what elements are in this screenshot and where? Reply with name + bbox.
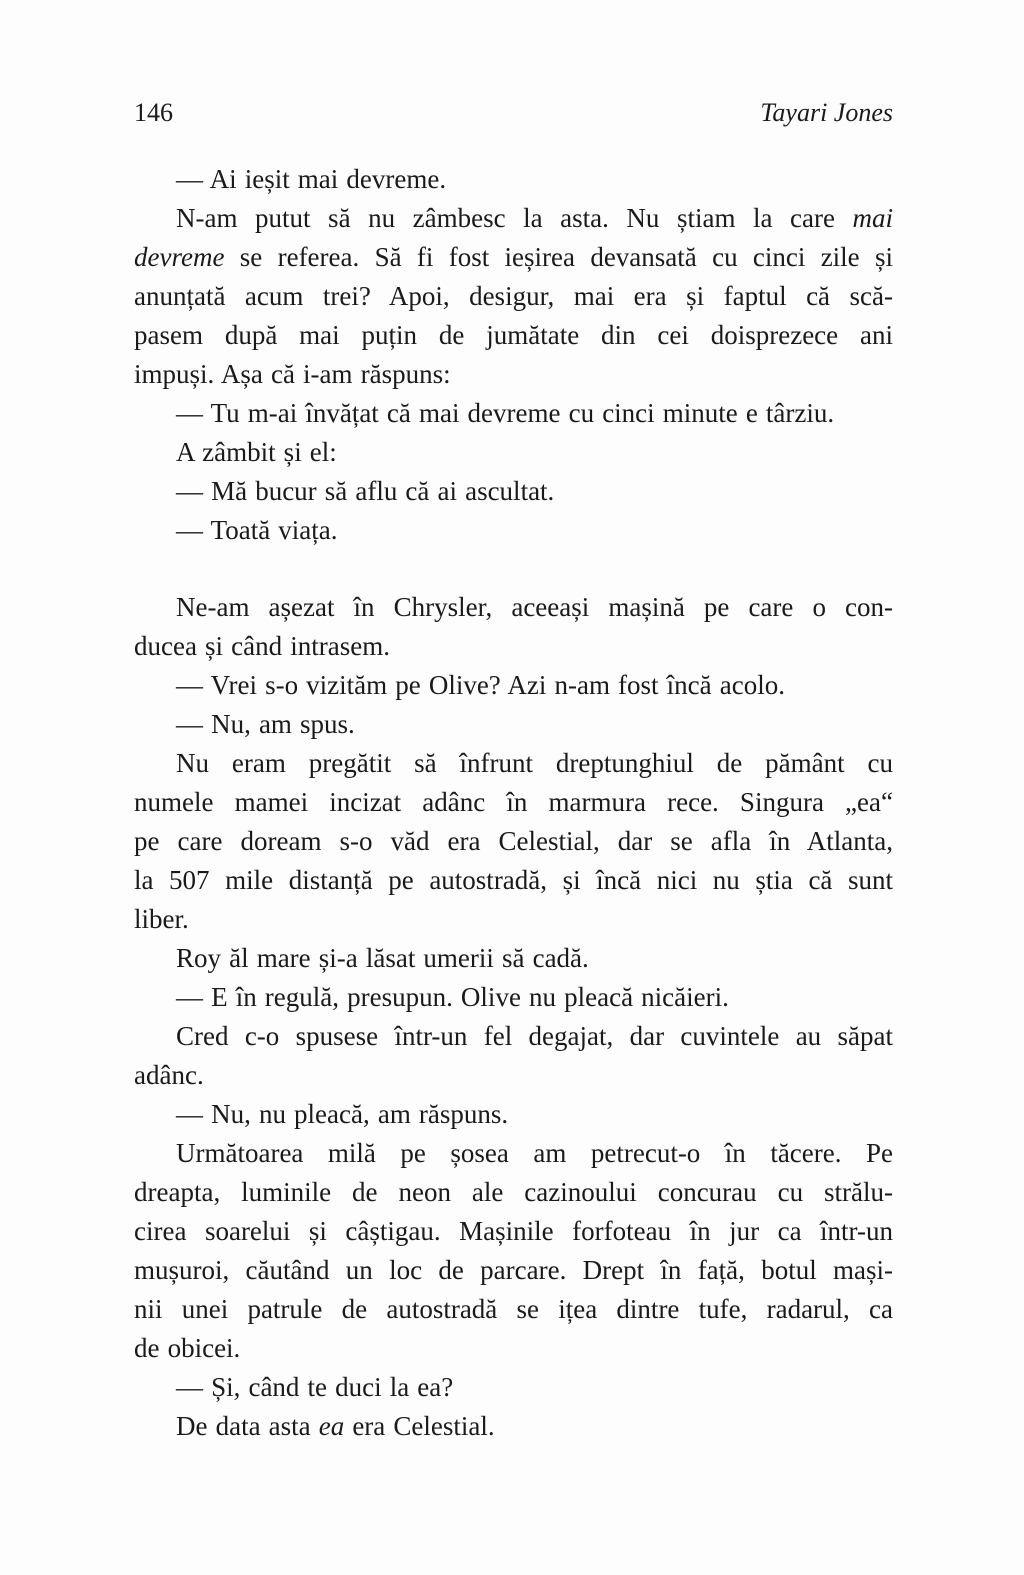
text-line — [134, 511, 893, 550]
text-segment: — Tu m-ai învățat că mai devreme cu cinci minute e târziu. — [176, 398, 835, 428]
text-line — [134, 1290, 893, 1329]
text-line — [134, 238, 893, 277]
text-segment: pe care doream s-o văd era Celestial, dar se afla în Atlanta, — [134, 826, 893, 856]
text-line — [134, 744, 893, 783]
text-line — [134, 588, 893, 627]
text-segment: — Ai ieșit mai devreme. — [176, 164, 447, 194]
text-line — [134, 978, 893, 1017]
text-segment: A zâmbit și el: — [176, 437, 337, 467]
text-line — [134, 666, 893, 705]
text-segment: Următoarea milă pe șosea am petrecut-o în tăcere. Pe — [176, 1138, 893, 1168]
text-segment: — E în regulă, presupun. Olive nu pleacă nicăieri. — [176, 982, 729, 1012]
running-head: Tayari Jones — [760, 98, 893, 127]
page-number: 146 — [134, 98, 173, 127]
text-line — [134, 861, 893, 900]
text-segment: Roy ăl mare și-a lăsat umerii să cadă. — [176, 943, 589, 973]
text-segment: numele mamei incizat adânc în marmura rece. Singura „ea“ — [134, 787, 893, 817]
text-segment: — Vrei s-o vizităm pe Olive? Azi n-am fost încă acolo. — [176, 670, 785, 700]
text-segment: liber. — [134, 904, 189, 934]
text-segment: — Nu, nu pleacă, am răspuns. — [176, 1099, 509, 1129]
text-segment: — Nu, am spus. — [176, 709, 355, 739]
text-segment: ducea și când intrasem. — [134, 631, 390, 661]
text-line — [134, 705, 893, 744]
body-text — [134, 160, 893, 1446]
text-segment: Nu eram pregătit să înfrunt dreptunghiul de pământ cu — [176, 748, 893, 778]
text-line — [134, 900, 893, 939]
emphasis-text: devreme — [134, 242, 225, 272]
text-segment: N-am putut să nu zâmbesc la asta. Nu știam la care — [176, 203, 853, 233]
text-line — [134, 472, 893, 511]
text-line — [134, 1212, 893, 1251]
text-segment: anunțată acum trei? Apoi, desigur, mai era și faptul că scă- — [134, 281, 893, 311]
text-line — [134, 822, 893, 861]
text-segment: — Mă bucur să aflu că ai ascultat. — [176, 476, 555, 506]
text-line — [134, 316, 893, 355]
text-segment: Ne-am așezat în Chrysler, aceeași mașină pe care o con- — [176, 592, 893, 622]
text-line — [134, 160, 893, 199]
page-header — [134, 98, 893, 128]
text-segment: pasem după mai puțin de jumătate din cei doisprezece ani — [134, 320, 893, 350]
text-segment: era Celestial. — [344, 1411, 495, 1441]
text-line — [134, 1251, 893, 1290]
text-line — [134, 1407, 893, 1446]
text-line — [134, 199, 893, 238]
text-segment: cirea soarelui și câștigau. Mașinile forfoteau în jur ca într-un — [134, 1216, 893, 1246]
text-line — [134, 939, 893, 978]
emphasis-text: ea — [318, 1411, 345, 1441]
text-segment: nii unei patrule de autostradă se ițea dintre tufe, radarul, ca — [134, 1294, 893, 1324]
text-line — [134, 1095, 893, 1134]
text-line — [134, 433, 893, 472]
text-line — [134, 1056, 893, 1095]
text-segment: — Și, când te duci la ea? — [176, 1372, 454, 1402]
text-segment: mușuroi, căutând un loc de parcare. Drept în față, botul mași- — [134, 1255, 893, 1285]
text-segment: impuși. Așa că i-am răspuns: — [134, 359, 451, 389]
emphasis-text: mai — [852, 203, 893, 233]
text-line — [134, 1329, 893, 1368]
text-line — [134, 783, 893, 822]
text-line — [134, 1017, 893, 1056]
text-segment: dreapta, luminile de neon ale cazinoului concurau cu strălu- — [134, 1177, 893, 1207]
text-line — [134, 1173, 893, 1212]
text-segment: — Toată viața. — [176, 515, 338, 545]
text-segment: se referea. Să fi fost ieșirea devansată cu cinci zile și — [224, 242, 893, 272]
text-segment: De data asta — [176, 1411, 319, 1441]
text-line — [134, 1134, 893, 1173]
text-line — [134, 1368, 893, 1407]
text-line — [134, 394, 893, 433]
text-segment: adânc. — [134, 1060, 204, 1090]
text-line — [134, 277, 893, 316]
text-segment: la 507 mile distanță pe autostradă, și încă nici nu știa că sunt — [134, 865, 893, 895]
text-segment: de obicei. — [134, 1333, 241, 1363]
text-line — [134, 627, 893, 666]
text-line — [134, 355, 893, 394]
text-segment: Cred c-o spusese într-un fel degajat, dar cuvintele au săpat — [176, 1021, 893, 1051]
